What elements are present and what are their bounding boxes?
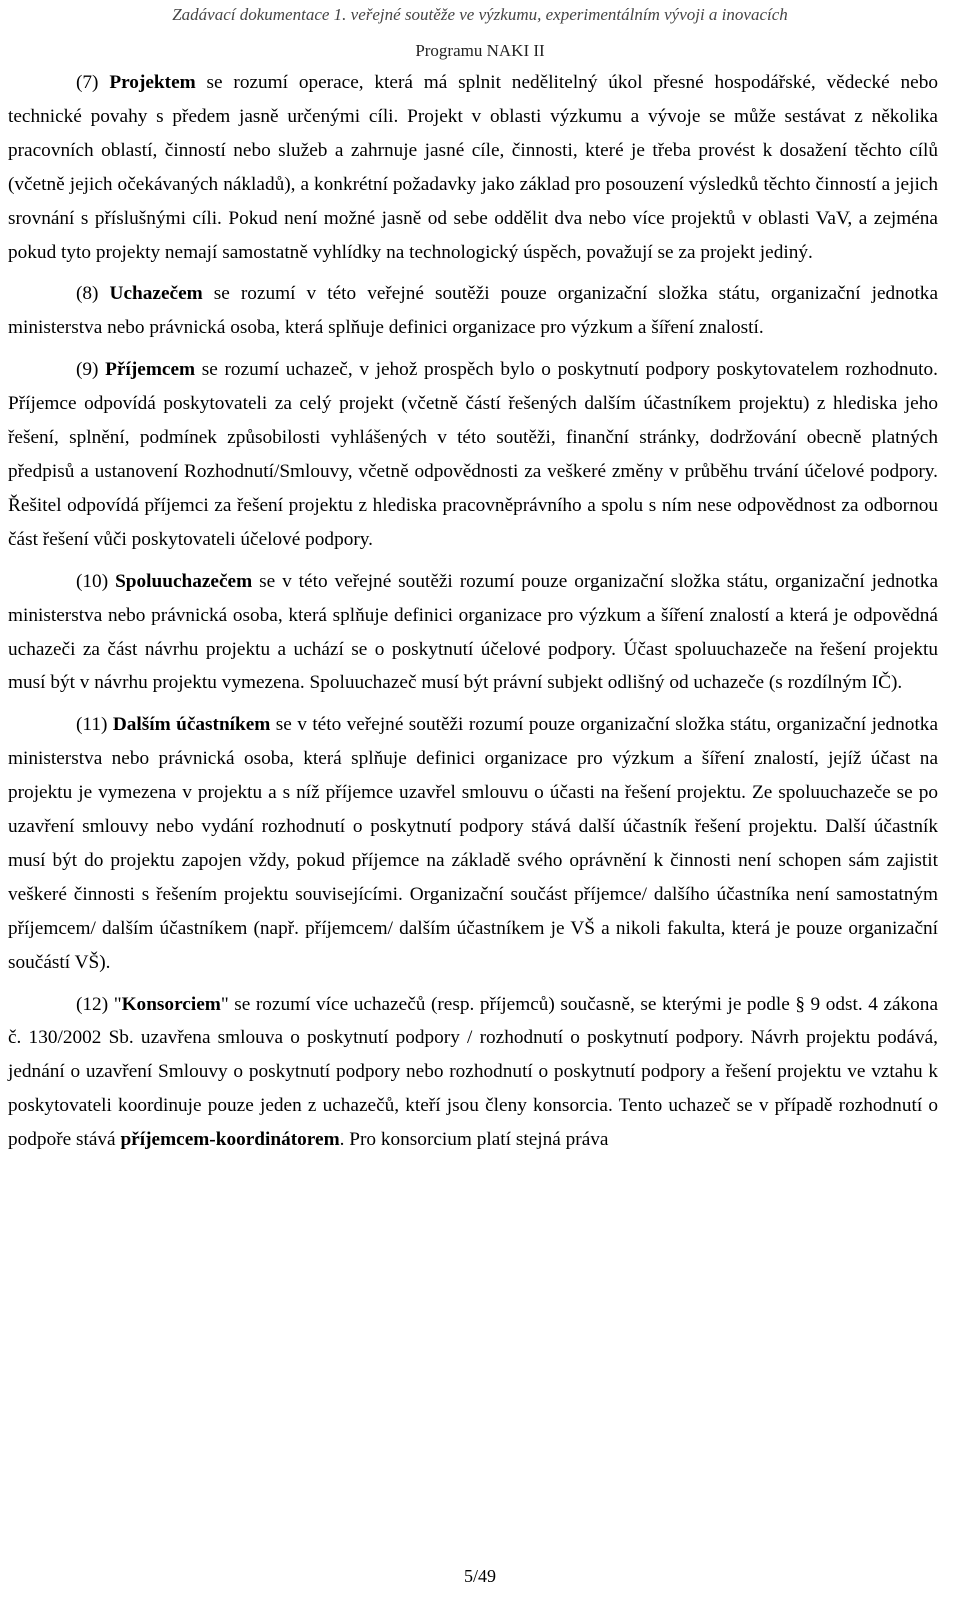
definition-paragraph-9 xyxy=(8,353,938,556)
definition-paragraph-12 xyxy=(8,988,938,1158)
header-program-name: Programu NAKI II xyxy=(415,41,545,60)
definition-text: se rozumí operace, která má splnit nedělitelný úkol přesné hospodářské, vědecké nebo technické povahy s předem jasně určenými cíli. Projekt v oblasti výzkumu a vývoje se může sestávat z několika pracovních oblastí, činností nebo služeb a zahrnuje jasné cíle, činnosti, které je třeba provést k dosažení těchto cílů (včetně jejich očekávaných nákladů), a konkrétní požadavky jako základ pro posouzení výsledků těchto činností a jejich srovnání s příslušnými cíli. Pokud není možné jasně od sebe oddělit dva nebo více projektů v oblasti VaV, a zejména pokud tyto projekty nemají samostatně vyhlídky na technologický úspěch, považují se za projekt jediný. xyxy=(8,72,938,263)
paragraph-number: (7) xyxy=(76,72,99,93)
definition-paragraph-11 xyxy=(8,708,938,979)
defined-term: Dalším účastníkem xyxy=(112,714,271,736)
paragraph-number: (8) xyxy=(76,283,99,305)
document-body xyxy=(8,66,938,1165)
defined-term: Uchazečem xyxy=(109,283,203,305)
defined-term-secondary: příjemcem-koordinátorem xyxy=(120,1129,340,1151)
page-header xyxy=(0,4,960,62)
definition-text: se rozumí v této veřejné soutěži pouze organizační složka státu, organizační jednotka ministerstva nebo právnická osoba, která splňuje definici organizace pro výzkum a šíření znalostí. xyxy=(8,283,938,339)
definition-text: se rozumí uchazeč, v jehož prospěch bylo o poskytnutí podpory poskytovatelem rozhodnuto. Příjemce odpovídá poskytovateli za celý projekt (včetně částí řešených dalším účastníkem projektu) z hlediska jeho řešení, splnění, podmínek způsobilosti vyhlášených v této soutěži, finanční stránky, dodržování obecně platných předpisů a ustanovení Rozhodnutí/Smlouvy, včetně odpovědnosti za veškeré změny v průběhu trvání účelové podpory. Řešitel odpovídá příjemci za řešení projektu z hlediska pracovněprávního a spolu s ním nese odpovědnost za odbornou část řešení vůči poskytovateli účelové podpory. xyxy=(8,359,938,550)
definition-paragraph-7 xyxy=(8,66,938,269)
definition-text: se v této veřejné soutěži rozumí pouze organizační složka státu, organizační jednotka ministerstva nebo právnická osoba, která splňuje definici organizace pro výzkum a šíření znalostí, jejíž účast na projektu je vymezena v projektu a s níž příjemce uzavřel smlouvu o účasti na řešení projektu. Ze spoluuchazeče se po uzavření smlouvy nebo vydání rozhodnutí o poskytnutí podpory stává další účastník řešení projektu. Další účastník musí být do projektu zapojen vždy, pokud příjemce na základě svého oprávnění k činnosti není schopen sám zajistit veškeré činnosti s řešením projektu souvisejícími. Organizační součást příjemce/ dalšího účastníka není samostatným příjemcem/ dalším účastníkem (např. příjemcem/ dalším účastníkem je VŠ a nikoli fakulta, která je pouze organizační součástí VŠ). xyxy=(8,714,939,973)
defined-term: Konsorciem xyxy=(121,993,221,1015)
paragraph-number: (9) xyxy=(76,359,99,381)
definition-paragraph-10 xyxy=(8,565,938,701)
definition-text-continued: . Pro konsorcium platí stejná práva xyxy=(339,1129,609,1151)
definition-paragraph-8 xyxy=(8,277,938,345)
defined-term: Projektem xyxy=(109,72,196,93)
header-document-title: Zadávací dokumentace 1. veřejné soutěže ve výzkumu, experimentálním vývoji a inovacích xyxy=(172,5,788,24)
quote-open: " xyxy=(113,993,122,1015)
defined-term: Spoluuchazečem xyxy=(115,570,253,592)
defined-term: Příjemcem xyxy=(105,359,196,381)
definition-text: se v této veřejné soutěži rozumí pouze organizační složka státu, organizační jednotka ministerstva nebo právnická osoba, která splňuje definici organizace pro výzkum a šíření znalostí a která je odpovědná uchazeči za část návrhu projektu a uchází se o poskytnutí účelové podpory. Účast spoluuchazeče na řešení projektu musí být v návrhu projektu vymezena. Spoluuchazeč musí být právní subjekt odlišný od uchazeče (s rozdílným IČ). xyxy=(8,570,938,694)
quote-close: " xyxy=(220,993,229,1015)
definition-text: se rozumí více uchazečů (resp. příjemců) současně, se kterými je podle § 9 odst. 4 zákona č. 130/2002 Sb. uzavřena smlouva o poskytnutí podpory / rozhodnutí o poskytnutí podpory. Návrh projektu podává, jednání o uzavření Smlouvy o poskytnutí podpory nebo rozhodnutí o poskytnutí podpory a řešení projektu ve vztahu k poskytovateli koordinuje pouze jeden z uchazečů, kteří jsou členy konsorcia. Tento uchazeč se v případě rozhodnutí o podpoře stává xyxy=(8,993,939,1151)
paragraph-number: (10) xyxy=(76,570,109,592)
page-number: 5/49 xyxy=(463,1566,496,1586)
paragraph-number: (12) xyxy=(76,993,109,1015)
paragraph-number: (11) xyxy=(76,714,108,736)
